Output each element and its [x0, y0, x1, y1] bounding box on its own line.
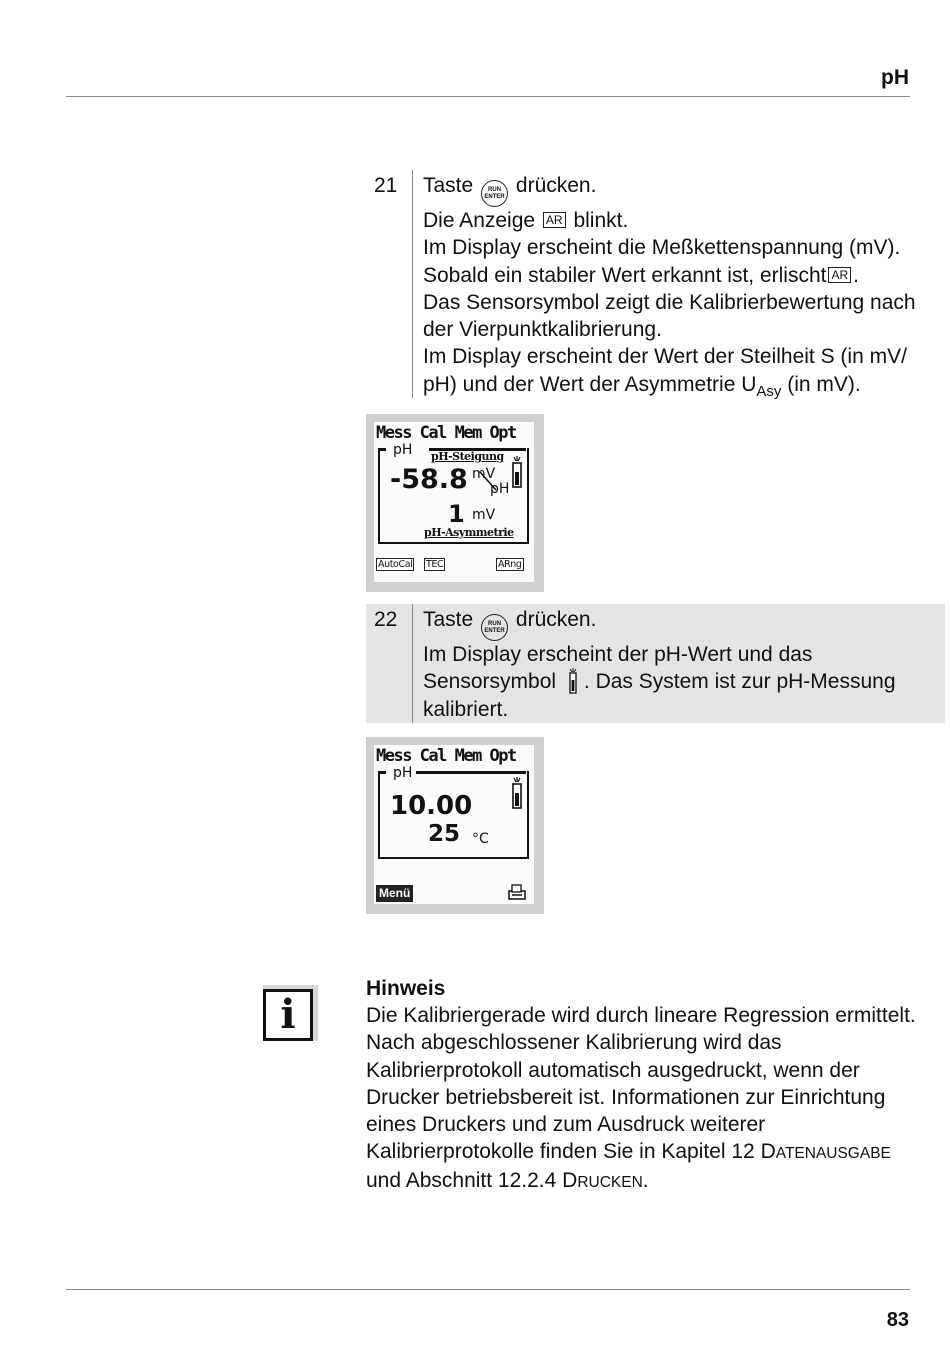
step-text-segment: Die Anzeige: [423, 209, 536, 232]
info-icon-glyph: i: [280, 991, 296, 1038]
section-title: pH: [881, 66, 909, 89]
step-22: [366, 604, 945, 723]
lcd-asymmetry-label: pH-Asymmetrie: [424, 526, 514, 539]
lcd-ph-label: pH: [393, 765, 413, 781]
note-line: Drucker betriebsbereit ist. Informationen zur Einrichtung: [366, 1085, 886, 1109]
run-enter-key-icon: RUN ENTER: [481, 180, 508, 207]
printer-icon: [508, 884, 526, 900]
step-text-line: der Vierpunktkalibrierung.: [423, 318, 662, 342]
sensor-icon: [564, 668, 582, 694]
note-text-segment: Kalibrierprotokolle finden Sie in Kapitel 12: [366, 1140, 761, 1164]
lcd-temperature-unit: °C: [472, 831, 489, 847]
step-text-line: kalibriert.: [423, 697, 509, 721]
step-text-segment: (in mV).: [781, 372, 861, 396]
lcd-tag-autocal: AutoCal: [378, 559, 413, 570]
step-text-segment: Sensorsymbol: [423, 670, 557, 694]
chapter-reference: DATENAUSGABE: [760, 1140, 891, 1164]
lcd-screen: [374, 422, 534, 582]
lcd-menu-bar: Mess Cal Mem Opt: [376, 423, 516, 443]
footer-rule: [66, 1289, 910, 1290]
lcd-slope-heading: pH-Steigung: [431, 450, 504, 463]
step-21: [366, 170, 945, 398]
lcd-tag-tec: TEC: [426, 559, 444, 570]
sensor-icon: [510, 456, 524, 488]
step-text-segment: .: [853, 263, 859, 287]
lcd-menu-bar: Mess Cal Mem Opt: [376, 746, 516, 766]
step-text-line: Im Display erscheint die Meßkettenspannung (mV).: [423, 236, 901, 260]
lcd-slope-unit-bottom: pH: [490, 481, 510, 497]
step-divider: [412, 604, 413, 723]
step-text: [423, 606, 945, 723]
step-number: 21: [374, 174, 398, 197]
lcd-ph-value: 10.00: [390, 791, 473, 821]
lcd-slope-unit-top: mV: [472, 466, 496, 482]
step-text-segment: Taste: [423, 174, 474, 197]
step-text-line: Das Sensorsymbol zeigt die Kalibrierbewertung nach: [423, 290, 916, 314]
run-enter-key-icon: RUN ENTER: [481, 614, 508, 641]
lcd-menu-button: Menü: [376, 885, 413, 902]
note-text-segment: und Abschnitt 12.2.4: [366, 1169, 563, 1193]
lcd-tag-arng: ARng: [498, 559, 522, 570]
lcd-ph-label: pH: [393, 442, 413, 458]
step-text-segment: pH) und der Wert der Asymmetrie U: [423, 372, 757, 396]
note-text-segment: .: [642, 1169, 649, 1193]
section-reference: DRUCKEN: [562, 1169, 643, 1193]
note-line: Die Kalibriergerade wird durch lineare Regression ermittelt.: [366, 1004, 916, 1028]
step-number: 22: [374, 608, 398, 631]
lcd-slope-value: -58.8: [390, 464, 468, 495]
header-rule: [66, 96, 910, 97]
lcd-screen: [374, 745, 534, 904]
step-text-segment: Sobald ein stabiler Wert erkannt ist, erlischt: [423, 263, 827, 287]
lcd-temperature-value: 25: [428, 821, 461, 847]
step-text: [423, 172, 945, 405]
step-text-segment: blinkt.: [573, 209, 629, 232]
step-text-line: Im Display erscheint der Wert der Steilheit S (in mV/: [423, 345, 907, 369]
device-display-calibration: [366, 414, 544, 592]
info-icon: [263, 985, 318, 1041]
note-line: eines Druckers und zum Ausdruck weiterer: [366, 1113, 766, 1137]
sensor-icon: [510, 777, 524, 809]
step-text-segment: . Das System ist zur pH-Messung: [583, 670, 896, 694]
step-text-line: Im Display erscheint der pH-Wert und das: [423, 643, 813, 666]
lcd-asymmetry-unit: mV: [472, 507, 496, 523]
subscript: Asy: [756, 382, 782, 400]
step-text-segment: drücken.: [515, 174, 597, 197]
ar-indicator-icon: AR: [543, 212, 566, 228]
note-line: Nach abgeschlossener Kalibrierung wird das: [366, 1031, 782, 1055]
page-number: 83: [886, 1309, 909, 1331]
note-title: Hinweis: [366, 977, 446, 1000]
ar-indicator-icon: AR: [828, 267, 851, 283]
step-text-segment: drücken.: [515, 608, 597, 631]
step-divider: [412, 170, 413, 398]
device-display-measurement: [366, 737, 544, 914]
note-block: [366, 975, 946, 1197]
lcd-asymmetry-value: 1: [448, 500, 465, 528]
step-text-segment: Taste: [423, 608, 474, 631]
note-line: Kalibrierprotokoll automatisch ausgedruckt, wenn der: [366, 1058, 860, 1082]
